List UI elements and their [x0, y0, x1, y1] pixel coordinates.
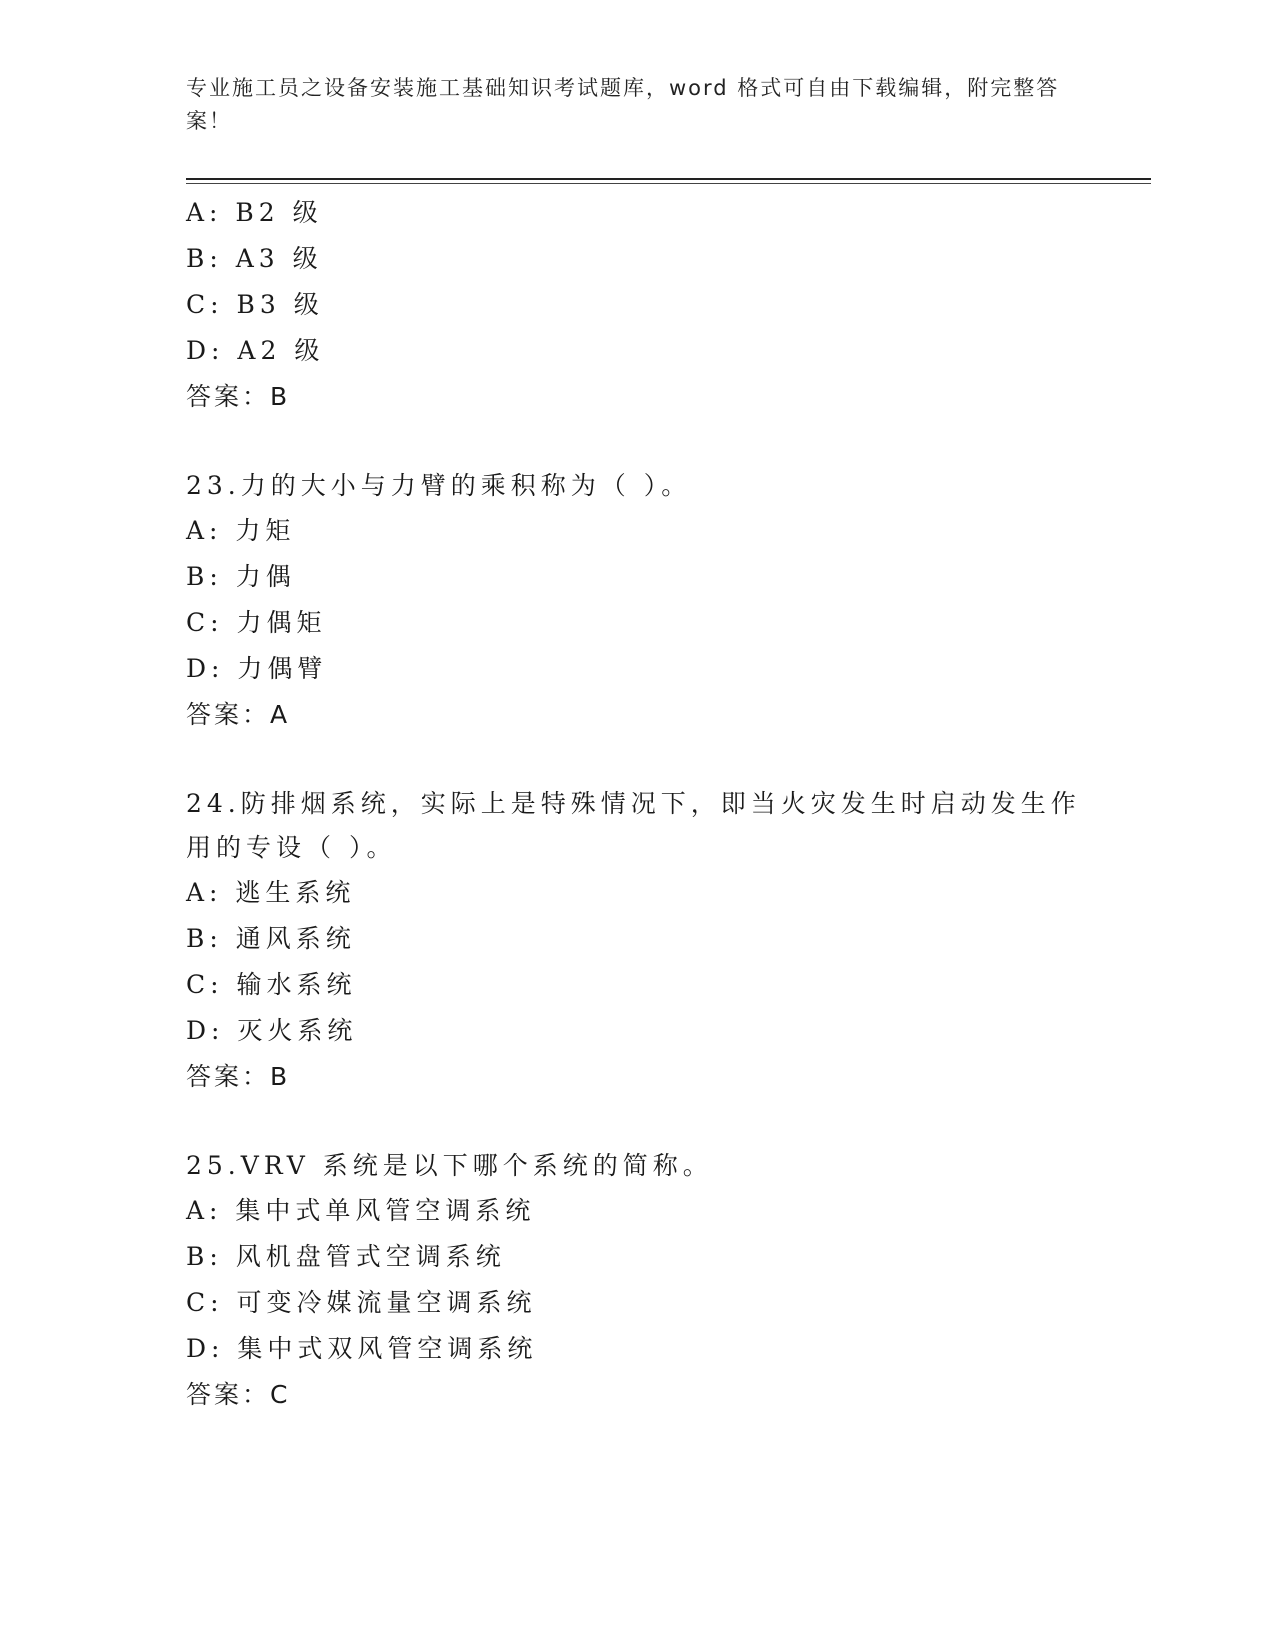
option-b: B: A3 级 — [186, 244, 323, 273]
header-divider-thin — [186, 183, 1151, 184]
answer-line: 答案：A — [186, 700, 291, 729]
answer-line: 答案：C — [186, 1380, 291, 1409]
option-b: B: 通风系统 — [186, 924, 356, 953]
option-b: B: 风机盘管式空调系统 — [186, 1242, 506, 1271]
question-block — [186, 1144, 1086, 1418]
option-a: A: 力矩 — [186, 516, 296, 545]
question-block — [186, 782, 1086, 1100]
answer-line: 答案：B — [186, 1062, 291, 1091]
question-block — [186, 190, 1086, 420]
option-a: A: 逃生系统 — [186, 878, 356, 907]
option-c: C: 输水系统 — [186, 970, 357, 999]
header-divider-thick — [186, 178, 1151, 180]
question-list — [186, 190, 1086, 1418]
question-text: 23.力的大小与力臂的乘积称为（ ）。 — [186, 471, 692, 500]
question-text: 25.VRV 系统是以下哪个系统的简称。 — [186, 1151, 713, 1180]
option-d: D: A2 级 — [186, 336, 325, 365]
option-a: A: 集中式单风管空调系统 — [186, 1196, 536, 1225]
option-d: D: 集中式双风管空调系统 — [186, 1334, 538, 1363]
option-b: B: 力偶 — [186, 562, 296, 591]
option-c: C: B3 级 — [186, 290, 324, 319]
document-header: 专业施工员之设备安装施工基础知识考试题库，word 格式可自由下载编辑，附完整答案！ — [186, 76, 1060, 133]
option-d: D: 灭火系统 — [186, 1016, 358, 1045]
option-c: C: 可变冷媒流量空调系统 — [186, 1288, 537, 1317]
option-c: C: 力偶矩 — [186, 608, 327, 637]
answer-line: 答案：B — [186, 382, 291, 411]
option-d: D: 力偶臂 — [186, 654, 328, 683]
question-block — [186, 464, 1086, 738]
question-text: 24.防排烟系统，实际上是特殊情况下，即当火灾发生时启动发生作用的专设（ ）。 — [186, 789, 1081, 862]
option-a: A: B2 级 — [186, 198, 323, 227]
